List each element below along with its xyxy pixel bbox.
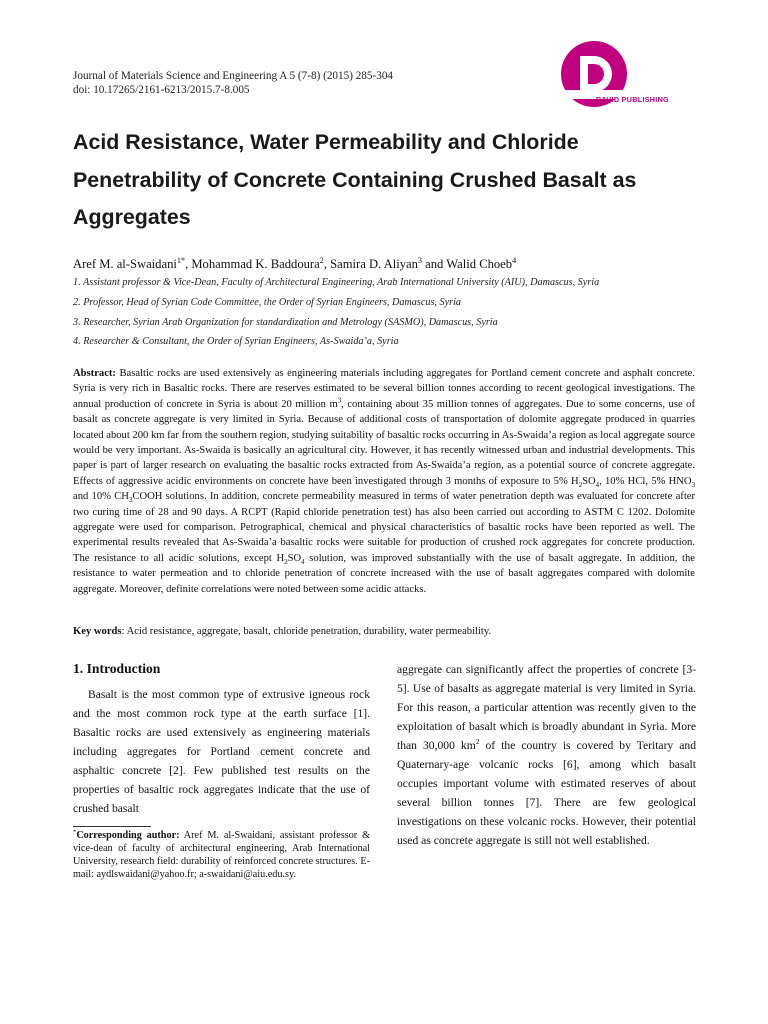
author-superscript: 4	[512, 255, 517, 265]
author-name: Mohammad K. Baddoura	[191, 257, 320, 271]
abstract-subscript: 3	[128, 497, 133, 505]
abstract-text: solution, was improved substantially with the use of basalt aggregate. In addition, the resistance to water permeation and to chloride penetration of concrete increased with the use of basalt aggregates compared with dolomite aggregate. Moreover, definite correlations were noted between some acidic attacks.	[73, 552, 695, 595]
body-text: of the country is covered by Teritary and Quaternary-age volcanic rocks [6], among which basalt occupies important volume with estimated reserves of about several billion tonnes [7]. There are few geological investigations on these volcanic rocks. However, their potential used as concrete aggregate is still not well established.	[397, 739, 696, 847]
abstract-text: and 10% CH	[73, 491, 129, 503]
author-superscript: 2	[319, 255, 324, 265]
author-separator: ,	[323, 257, 331, 271]
publisher-logo	[558, 40, 698, 112]
journal-doi: doi: 10.17265/2161-6213/2015.7-8.005	[73, 84, 250, 96]
author-superscript: 1*	[176, 255, 186, 265]
footnote-label: Corresponding author:	[76, 830, 180, 841]
publisher-name: DAVID PUBLISHING	[596, 95, 669, 104]
body-paragraph: Basalt is the most common type of extrusive igneous rock and the most common rock type at the earth surface [1]. Basaltic rocks are used extensively as engineering materials including aggregates for Portland cement concrete and asphaltic concrete [2]. Few published test results on the properties of basaltic rock aggregates indicate that the use of crushed basalt	[73, 688, 370, 815]
abstract-text: Basaltic rocks are used extensively as engineering materials including aggregates for Portland cement concrete and asphalt concrete. Syria is very rich in Basaltic rocks. There are reserves estimated to be several billion tonnes according to recent geological investigations. The annual production of concrete in Syria is about 20 million m	[73, 368, 695, 410]
author-separator: ,	[185, 257, 192, 271]
body-superscript: 2	[475, 737, 480, 747]
keywords-text: : Acid resistance, aggregate, basalt, chloride penetration, durability, water permeability.	[121, 626, 492, 637]
keywords	[73, 625, 695, 639]
abstract-subscript: 3	[691, 481, 695, 489]
affiliation-4: 4. Researcher & Consultant, the Order of Syrian Engineers, As-Swaida’a, Syria	[73, 336, 399, 347]
abstract	[73, 366, 695, 597]
abstract-subscript: 2	[578, 481, 583, 489]
title-line: Aggregates	[73, 205, 191, 229]
affiliation-3: 3. Researcher, Syrian Arab Organization for standardization and Metrology (SASMO), Damascus, Syria	[73, 317, 498, 328]
author-superscript: 3	[417, 255, 423, 265]
affiliation-2: 2. Professor, Head of Syrian Code Committee, the Order of Syrian Engineers, Damascus, Syria	[73, 297, 462, 308]
abstract-text: SO	[582, 475, 596, 487]
author-list	[73, 256, 713, 272]
author-name: Aref M. al-Swaidani	[73, 257, 177, 271]
keywords-label: Key words	[73, 626, 122, 637]
abstract-label: Abstract:	[73, 368, 116, 379]
author-name: Samira D. Aliyan	[330, 257, 418, 271]
affiliation-1: 1. Assistant professor & Vice-Dean, Faculty of Architectural Engineering, Arab International University (AIU), Damascus, Syria	[73, 277, 600, 288]
abstract-superscript: 3	[337, 397, 342, 405]
title-line: Acid Resistance, Water Permeability and Chloride	[73, 130, 579, 154]
body-paragraph	[397, 660, 696, 850]
title-line: Penetrability of Concrete Containing Crushed Basalt as	[73, 167, 637, 192]
abstract-subscript: 2	[284, 558, 288, 566]
body-text: aggregate can significantly affect the properties of concrete [3-5]. Use of basalts as aggregate material is very limited in Syria. For this reason, a particular attention was recently given to the exploitation of basalt which is broadly abundant in Syria. More than 30,000 km	[397, 663, 696, 752]
abstract-subscript: 4	[301, 558, 305, 566]
abstract-subscript: 4	[595, 481, 600, 489]
footnote-text: Aref M. al-Swaidani, assistant professor & vice-dean of faculty of architectural engineering, Arab International University, research field: durability of reinforced concrete structures. E-mail: aydlswaidani@yahoo.fr; a-swaidani@aiu.edu.sy.	[73, 830, 370, 880]
author-separator: and	[422, 257, 447, 271]
column-left	[73, 660, 370, 818]
section-heading: 1. Introduction	[73, 661, 161, 676]
abstract-text: COOH solutions. In addition, concrete permeability measured in terms of water penetration depth was evaluated for concrete after two curing time of 28 and 90 days. A RCPT (Rapid chloride penetration test) has also been carried out according to ASTM C 1202. Dolomite aggregate were used for comparison. Petrographical, chemical and physical characteristics of basaltic rocks have been reported as well. The experimental results revealed that As-Swaida’a basaltic rocks were suitable for production of crushed rock aggregates for concrete production. The resistance to all acidic solutions, except H	[73, 491, 695, 564]
journal-citation: Journal of Materials Science and Engineering A 5 (7-8) (2015) 285-304	[73, 70, 394, 82]
footnote-marker: *	[73, 828, 77, 836]
corresponding-author-footnote	[73, 829, 370, 881]
author-name: Walid Choeb	[446, 257, 513, 271]
abstract-text: SO	[287, 552, 302, 564]
paper-title	[73, 124, 713, 237]
abstract-text: , containing about 35 million tonnes of aggregates. Due to some concerns, use of basalt as concrete aggregate is very limited in Syria. Because of additional costs of transportation of dolomite aggregate produced in quarries located about 200 km far from the southern region, studying suitability of basaltic rocks occurring in As-Swaida’a region as local aggregate source would be very important. As-Swaida is basically an agricultural city. However, it has recently witnessed urban and industrial developments. This paper is part of larger research on evaluating the basaltic rocks extracted from As-Swaida’a region, as a potential source of concrete aggregate. Effects of aggressive acidic environments on concrete have been investigated through 3 months of exposure to 5% H	[73, 398, 696, 487]
journal-header	[73, 69, 393, 97]
column-right	[397, 660, 696, 850]
footnote-divider	[73, 826, 151, 827]
abstract-text: , 10% HCl, 5% HNO	[599, 475, 692, 487]
